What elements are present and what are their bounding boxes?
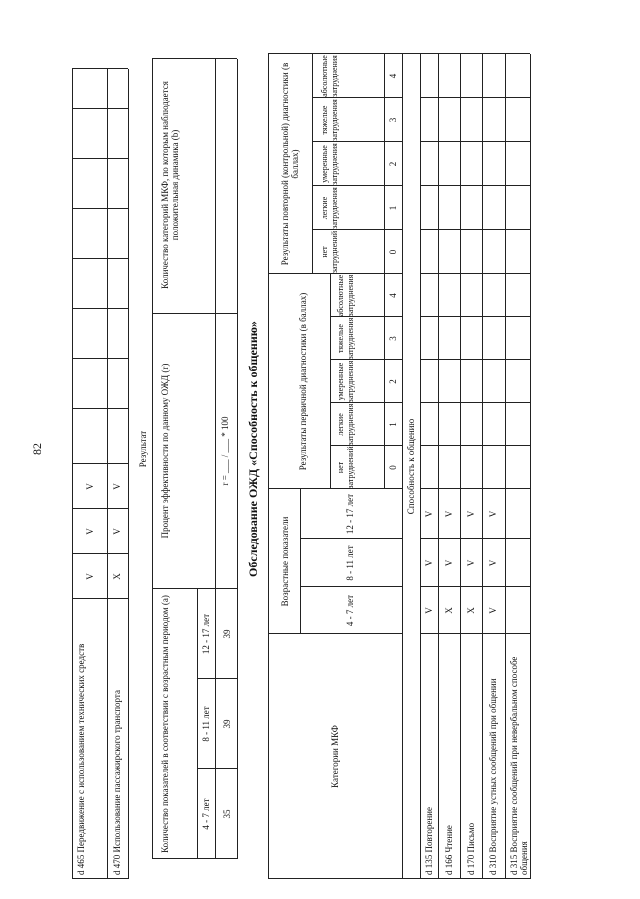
- primary-diagnostics-header: Результаты первичной диагностики (в баллах): [298, 292, 308, 471]
- age-group-label: 8 - 11 лет: [201, 706, 211, 742]
- result-col-b-header: Количество категорий МКФ, по которым наблюдается положительная динамика (b): [160, 81, 180, 289]
- score-value: 4: [388, 293, 398, 298]
- table-cell: X: [112, 573, 122, 580]
- age-value: 39: [222, 719, 232, 729]
- table-cell: V: [488, 607, 498, 614]
- score-label: нет затруднений: [336, 446, 355, 489]
- age-group-label: 12 - 17 лет: [345, 493, 355, 535]
- table-row-label: d 166 Чтение: [444, 825, 454, 875]
- table-row-label: d 135 Повторение: [424, 807, 434, 875]
- table-row-label: d 470 Использование пассажирского транспорта: [112, 690, 122, 875]
- category-header: Категории МКФ: [330, 725, 340, 788]
- age-group-label: 8 - 11 лет: [345, 545, 355, 581]
- score-value: 3: [388, 336, 398, 341]
- table-cell: X: [444, 607, 454, 614]
- table-cell: V: [424, 559, 434, 567]
- score-value: 4: [388, 73, 398, 79]
- score-label: абсолютные затруднения: [320, 55, 339, 97]
- result-col-r-header: Процент эффективности по данному ОЖД (r): [160, 363, 170, 539]
- age-header: Возрастные показатели: [280, 516, 290, 607]
- section-title: Обследование ОЖД «Способность к общению»: [246, 321, 260, 577]
- score-value: 0: [388, 465, 398, 470]
- score-value: 1: [388, 422, 398, 427]
- score-label: умеренные затруднения: [320, 143, 339, 185]
- score-label: легкие затруднения: [336, 403, 355, 446]
- table-cell: V: [424, 607, 434, 614]
- age-group-label: 4 - 7 лет: [345, 594, 355, 627]
- age-value: 39: [222, 629, 232, 639]
- table-row-label: d 310 Восприятие устных сообщений при общении: [488, 678, 498, 875]
- score-label: тяжелые затруднения: [320, 99, 339, 141]
- table-cell: V: [424, 510, 434, 518]
- table-row-label: d 465 Передвижение с использованием технических средств: [76, 643, 86, 875]
- table-cell: V: [488, 510, 498, 518]
- age-group-label: 12 - 17 лет: [201, 613, 211, 655]
- page-number: 82: [30, 443, 44, 455]
- repeat-diagnostics-header: Результаты повторной (контрольной) диагностики (в баллах): [280, 62, 300, 266]
- table-cell: V: [444, 510, 454, 518]
- score-value: 2: [388, 379, 398, 384]
- table-cell: V: [112, 528, 122, 535]
- score-label: умеренные затруднения: [336, 360, 355, 403]
- table-cell: V: [112, 483, 122, 490]
- age-group-label: 4 - 7 лет: [201, 798, 211, 830]
- table-row-label: d 315 Восприятие сообщений при невербальном способе общения: [509, 656, 529, 875]
- result-caption: Результат: [138, 430, 148, 468]
- table-cell: V: [466, 559, 476, 567]
- table-row-label: d 170 Письмо: [466, 822, 476, 875]
- table-cell: V: [85, 573, 95, 580]
- score-value: 3: [388, 117, 398, 123]
- efficiency-formula: r = ___ / ___ * 100: [220, 416, 230, 486]
- group-label: Способность к общению: [406, 418, 416, 515]
- score-value: 2: [388, 161, 398, 167]
- score-label: тяжелые затруднения: [336, 317, 355, 360]
- table-cell: V: [85, 528, 95, 535]
- age-value: 35: [222, 809, 232, 819]
- score-label: легкие затруднения: [320, 187, 339, 229]
- table-cell: V: [85, 483, 95, 490]
- score-value: 1: [388, 205, 398, 211]
- score-label: абсолютные затруднения: [336, 274, 355, 317]
- table-cell: X: [466, 607, 476, 614]
- score-value: 0: [388, 249, 398, 255]
- table-cell: V: [444, 559, 454, 567]
- score-label: нет затруднений: [320, 230, 339, 274]
- result-col-a-header: Количество показателей в соответствии с возрастным периодом (a): [160, 595, 170, 853]
- table-cell: V: [466, 510, 476, 518]
- table-cell: V: [488, 559, 498, 567]
